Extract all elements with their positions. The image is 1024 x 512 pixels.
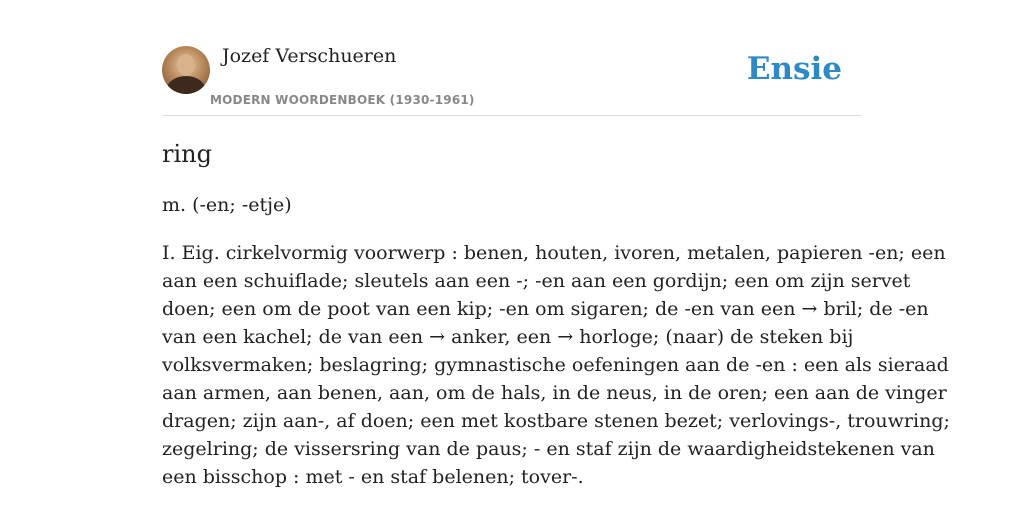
definition-line: volksvermaken; beslagring; gymnastische oefeningen aan de -en : een als sieraad bbox=[162, 354, 949, 376]
avatar-face bbox=[177, 54, 195, 76]
definition-line: aan een schuiflade; sleutels aan een -; -en aan een gordijn; een om zijn servet bbox=[162, 270, 911, 292]
entry-card bbox=[162, 0, 950, 488]
definition-line: van een kachel; de van een → anker, een → horloge; (naar) de steken bij bbox=[162, 326, 854, 348]
entry-definition bbox=[162, 239, 950, 491]
brand-logo[interactable]: Ensie bbox=[746, 51, 842, 87]
definition-line: zegelring; de vissersring van de paus; - en staf zijn de waardigheidstekenen van bbox=[162, 438, 935, 460]
definition-line: aan armen, aan benen, aan, om de hals, in de neus, in de oren; een aan de vinger bbox=[162, 382, 947, 404]
definition-line: I. Eig. cirkelvormig voorwerp : benen, houten, ivoren, metalen, papieren -en; een bbox=[162, 242, 946, 264]
source-dictionary[interactable]: MODERN WOORDENBOEK (1930-1961) bbox=[210, 93, 475, 107]
entry-grammar: m. (-en; -etje) bbox=[162, 194, 292, 216]
avatar-coat bbox=[166, 76, 206, 94]
definition-line: een bisschop : met - en staf belenen; tover-. bbox=[162, 466, 584, 488]
author-avatar[interactable] bbox=[162, 46, 210, 94]
entry-header bbox=[162, 0, 862, 116]
author-name[interactable]: Jozef Verschueren bbox=[222, 45, 397, 67]
definition-line: dragen; zijn aan-, af doen; een met kostbare stenen bezet; verlovings-, trouwring; bbox=[162, 410, 950, 432]
definition-line: doen; een om de poot van een kip; -en om sigaren; de -en van een → bril; de -en bbox=[162, 298, 929, 320]
entry-term: ring bbox=[162, 140, 212, 168]
